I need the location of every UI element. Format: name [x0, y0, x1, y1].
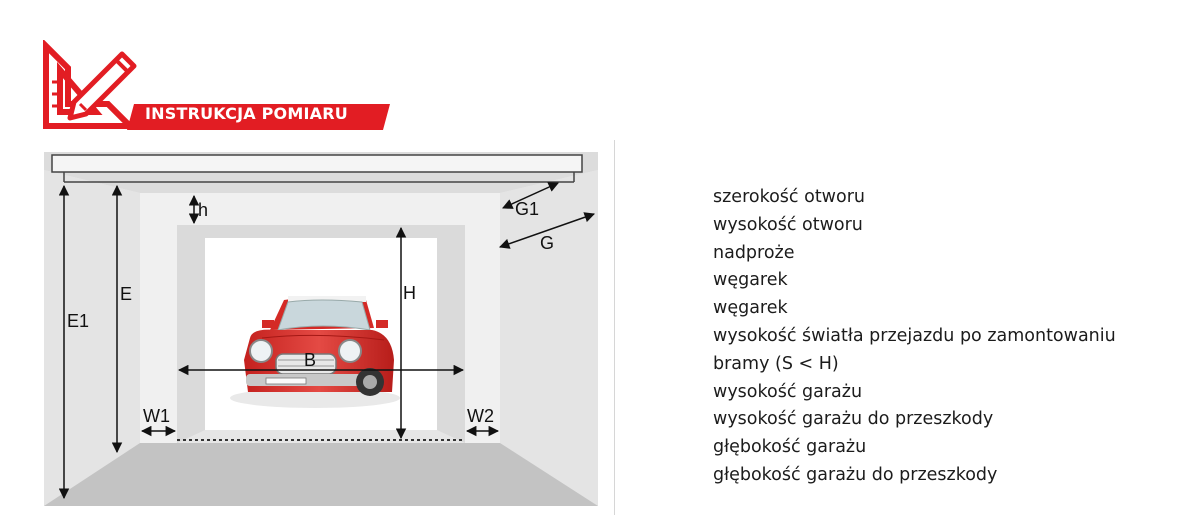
opening-floor — [177, 430, 465, 443]
label-b: B — [304, 350, 317, 370]
label-e1: E1 — [67, 311, 90, 331]
page-title: INSTRUKCJA POMIARU — [145, 104, 348, 123]
legend-item: wysokość światła przejazdu po zamontowaniu — [713, 325, 1116, 346]
label-w2: W2 — [467, 406, 494, 426]
legend-item: węgarek — [713, 298, 788, 319]
legend-item: głębokość garażu — [713, 437, 867, 458]
legend-item: szerokość otworu — [713, 187, 865, 207]
label-g1: G1 — [515, 199, 540, 219]
label-w1: W1 — [143, 406, 170, 426]
label-e: E — [120, 284, 133, 304]
label-h: H — [403, 283, 416, 303]
legend-item: nadproże — [713, 242, 795, 263]
legend-item: wysokość garażu do przeszkody — [713, 409, 994, 430]
legend-item: bramy (S < H) — [713, 353, 839, 374]
legend-item: wysokość garażu — [713, 381, 863, 402]
legend-item: węgarek — [713, 270, 788, 291]
label-g: G — [540, 233, 555, 253]
label-h-small: h — [198, 200, 209, 220]
vertical-divider — [614, 140, 615, 515]
legend-item: wysokość otworu — [713, 214, 863, 235]
legend-item: głębokość garażu do przeszkody — [713, 464, 998, 485]
lintel-beam — [52, 155, 582, 172]
measurement-legend — [713, 184, 1183, 490]
